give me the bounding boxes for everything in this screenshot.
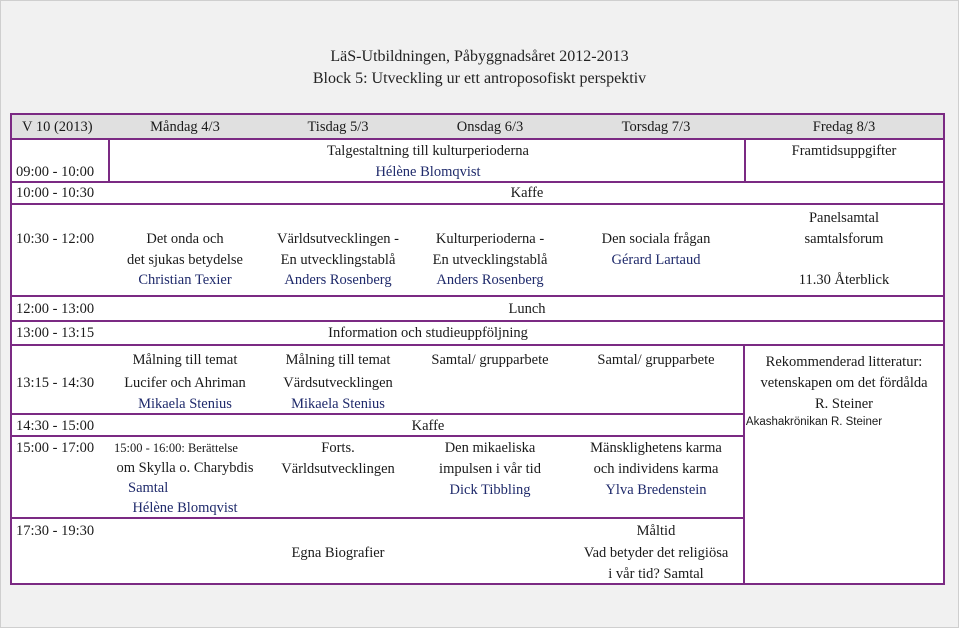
time-label: 13:00 - 13:15 bbox=[16, 325, 95, 341]
break-label: Lunch bbox=[508, 301, 546, 317]
session-title: 15:00 - 16:00: Berättelse bbox=[114, 441, 238, 455]
break-label: Kaffe bbox=[510, 185, 544, 201]
column-header-friday: Fredag 8/3 bbox=[812, 119, 876, 135]
session-title: Världsutvecklingen bbox=[281, 461, 395, 477]
session-title: det sjukas betydelse bbox=[127, 252, 243, 268]
literature-item: vetenskapen om det fördålda bbox=[760, 375, 928, 391]
session-title: impulsen i vår tid bbox=[439, 461, 541, 477]
session-title: samtalsforum bbox=[804, 231, 884, 247]
session-title: i vår tid? Samtal bbox=[608, 566, 704, 582]
session-title: Samtal/ grupparbete bbox=[431, 352, 549, 368]
row-kaffe-1 bbox=[10, 181, 945, 205]
session-title: och individens karma bbox=[593, 461, 719, 477]
column-header-thursday: Torsdag 7/3 bbox=[621, 119, 691, 135]
session-leader: Mikaela Stenius bbox=[138, 396, 232, 412]
session-title: Egna Biografier bbox=[291, 545, 385, 561]
session-title: Panelsamtal bbox=[808, 210, 880, 226]
time-label: 13:15 - 14:30 bbox=[16, 375, 95, 391]
session-leader: Anders Rosenberg bbox=[436, 272, 544, 288]
session-leader: Ylva Bredenstein bbox=[605, 482, 707, 498]
session-leader: Hélène Blomqvist bbox=[375, 164, 481, 180]
session-title: om Skylla o. Charybdis bbox=[116, 460, 254, 476]
week-label: V 10 (2013) bbox=[22, 119, 93, 135]
session-leader: Hélène Blomqvist bbox=[132, 500, 238, 516]
column-header-wednesday: Onsdag 6/3 bbox=[456, 119, 524, 135]
session-title: Samtal/ grupparbete bbox=[597, 352, 715, 368]
session-title: Forts. bbox=[321, 440, 355, 456]
column-header-tuesday: Tisdag 5/3 bbox=[307, 119, 369, 135]
document-subtitle: Block 5: Utveckling ur ett antroposofiskt perspektiv bbox=[312, 70, 647, 87]
session-title: Vad betyder det religiösa bbox=[583, 545, 729, 561]
session-title: 11.30 Återblick bbox=[798, 272, 890, 288]
session-leader: Christian Texier bbox=[138, 272, 232, 288]
session-title: Värdsutvecklingen bbox=[283, 375, 393, 391]
time-label: 10:00 - 10:30 bbox=[16, 185, 95, 201]
session-title: Den mikaeliska bbox=[444, 440, 536, 456]
session-leader: Mikaela Stenius bbox=[291, 396, 385, 412]
session-title: Måltid bbox=[636, 523, 676, 539]
time-label: 15:00 - 17:00 bbox=[16, 440, 95, 456]
session-title: Talgestaltning till kulturperioderna bbox=[327, 143, 529, 159]
session-title: Information och studieuppföljning bbox=[328, 325, 528, 341]
session-leader: Dick Tibbling bbox=[449, 482, 531, 498]
break-label: Kaffe bbox=[411, 418, 445, 434]
time-label: 09:00 - 10:00 bbox=[16, 164, 95, 180]
session-title: Mänsklighetens karma bbox=[590, 440, 722, 456]
session-title: Världsutvecklingen - bbox=[276, 231, 400, 247]
time-label: 14:30 - 15:00 bbox=[16, 418, 95, 434]
session-title: Framtidsuppgifter bbox=[791, 143, 897, 159]
session-leader: Gérard Lartaud bbox=[611, 252, 701, 268]
column-header-monday: Måndag 4/3 bbox=[150, 119, 220, 135]
row-lunch bbox=[10, 295, 945, 322]
session-title: Den sociala frågan bbox=[601, 231, 711, 247]
time-label: 10:30 - 12:00 bbox=[16, 231, 95, 247]
row-kaffe-2 bbox=[10, 413, 745, 437]
literature-item: Akashakrönikan R. Steiner bbox=[745, 416, 883, 428]
time-label: 12:00 - 13:00 bbox=[16, 301, 95, 317]
literature-author: R. Steiner bbox=[815, 396, 873, 412]
session-title: Kulturperioderna - bbox=[435, 231, 545, 247]
session-title: Samtal bbox=[128, 480, 169, 496]
literature-heading: Rekommenderad litteratur: bbox=[765, 354, 923, 370]
session-title: Målning till temat bbox=[132, 352, 238, 368]
session-title: Lucifer och Ahriman bbox=[124, 375, 246, 391]
session-title: Det onda och bbox=[146, 231, 224, 247]
session-title: Målning till temat bbox=[285, 352, 391, 368]
document-title: LäS-Utbildningen, Påbyggnadsåret 2012-2013 bbox=[330, 48, 629, 65]
session-leader: Anders Rosenberg bbox=[284, 272, 392, 288]
session-title: En utvecklingstablå bbox=[432, 252, 548, 268]
time-label: 17:30 - 19:30 bbox=[16, 523, 95, 539]
session-title: En utvecklingstablå bbox=[280, 252, 396, 268]
